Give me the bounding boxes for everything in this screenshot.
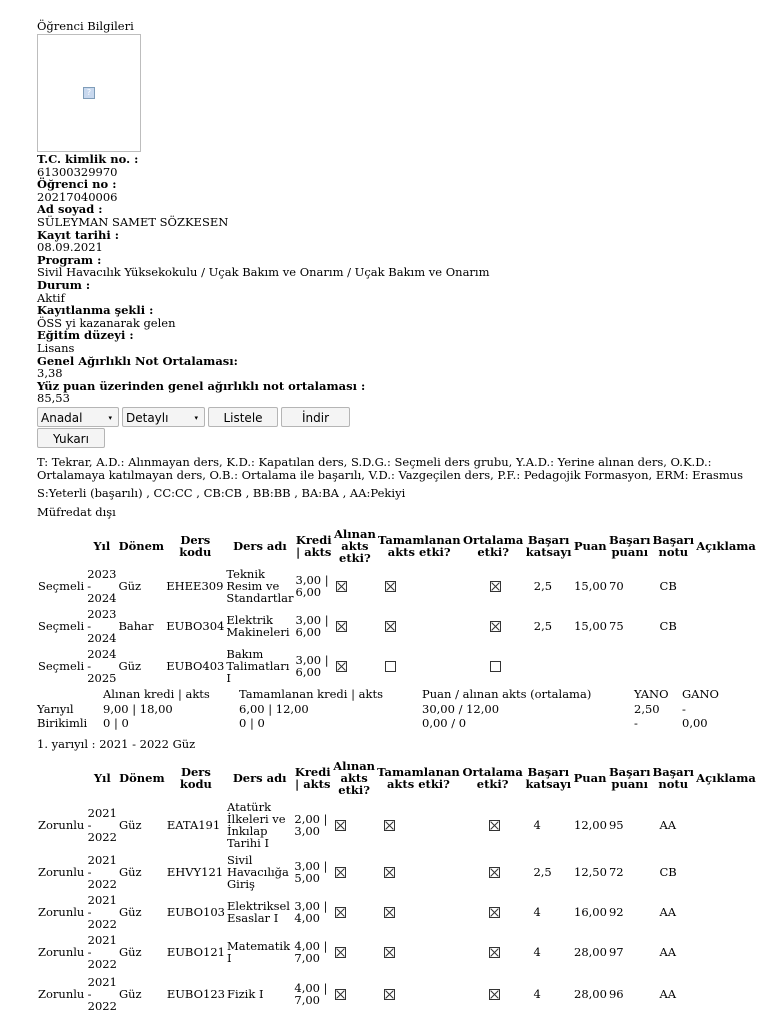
checkbox-cell bbox=[377, 566, 462, 606]
checked-box-icon bbox=[335, 907, 346, 918]
program-type-value: Anadal bbox=[41, 410, 83, 425]
column-header: Ortalama etki? bbox=[462, 765, 523, 791]
cell-coef: 4 bbox=[533, 818, 541, 832]
checkbox-cell bbox=[332, 932, 376, 972]
table-header bbox=[37, 526, 757, 566]
cell-code: EHVY121 bbox=[166, 865, 224, 879]
cell-term: Güz bbox=[118, 905, 142, 919]
checkbox-cell bbox=[461, 932, 525, 972]
checkbox-cell bbox=[332, 852, 376, 892]
cell-year: 2021 - 2022 bbox=[87, 975, 117, 1013]
summary-header: GANO bbox=[682, 687, 719, 701]
info-label: Program : bbox=[37, 252, 102, 267]
checked-box-icon bbox=[336, 661, 347, 672]
cell-type: Zorunlu bbox=[38, 945, 85, 959]
info-label: Durum : bbox=[37, 277, 91, 292]
info-label: Yüz puan üzerinden genel ağırlıklı not ortalaması : bbox=[37, 378, 366, 393]
cell-points bbox=[608, 646, 652, 686]
column-header: Kredi | akts bbox=[295, 533, 332, 559]
cell-score: 15,00 bbox=[574, 579, 608, 593]
info-value: Aktif bbox=[37, 290, 65, 305]
checkbox-cell bbox=[377, 606, 462, 646]
back-to-top-button[interactable]: Yukarı bbox=[37, 428, 105, 448]
cell-grade: CB bbox=[659, 865, 677, 879]
checkbox-cell bbox=[376, 892, 461, 932]
cell-year: 2021 - 2022 bbox=[87, 893, 117, 931]
table-row bbox=[37, 932, 757, 972]
column-header: Yıl bbox=[93, 771, 111, 785]
checkbox-cell bbox=[376, 852, 461, 892]
table-row bbox=[37, 852, 757, 892]
cell-grade: AA bbox=[659, 905, 677, 919]
cell-note bbox=[695, 566, 757, 606]
cell-year: 2023 - 2024 bbox=[87, 607, 117, 645]
checked-box-icon bbox=[489, 867, 500, 878]
column-header: Başarı katsayı bbox=[525, 533, 572, 559]
cell-credit: 3,00 | 6,00 bbox=[295, 653, 329, 679]
summary-value: 2,50 bbox=[634, 702, 660, 716]
column-header bbox=[37, 758, 87, 798]
column-header: Dönem bbox=[118, 539, 165, 553]
info-label: T.C. kimlik no. : bbox=[37, 152, 139, 166]
cell-points: 97 bbox=[608, 945, 624, 959]
cell-coef: 4 bbox=[533, 945, 541, 959]
info-value: Lisans bbox=[37, 340, 75, 355]
checkbox-cell bbox=[461, 972, 525, 1016]
cell-type: Zorunlu bbox=[38, 818, 85, 832]
cell-note bbox=[695, 892, 757, 932]
cell-coef: 2,5 bbox=[533, 619, 553, 633]
list-button[interactable]: Listele bbox=[208, 407, 278, 427]
cell-name: Elektrik Makineleri bbox=[226, 613, 290, 639]
info-value: ÖSS yi kazanarak gelen bbox=[37, 315, 176, 330]
cell-year: 2021 - 2022 bbox=[87, 933, 117, 971]
column-header: Başarı puanı bbox=[608, 765, 651, 791]
checkbox-cell bbox=[461, 798, 525, 852]
cell-code: EUBO121 bbox=[166, 945, 225, 959]
column-header bbox=[37, 526, 86, 566]
cell-name: Matematik I bbox=[226, 939, 291, 965]
column-header: Tamamlanan akts etki? bbox=[377, 765, 460, 791]
info-label: Genel Ağırlıklı Not Ortalaması: bbox=[37, 353, 238, 368]
checked-box-icon bbox=[489, 947, 500, 958]
cell-score: 16,00 bbox=[574, 905, 607, 919]
cell-note bbox=[695, 646, 757, 686]
cell-year: 2024 - 2025 bbox=[87, 647, 117, 685]
cell-score: 28,00 bbox=[574, 945, 607, 959]
cell-year: 2023 - 2024 bbox=[87, 567, 117, 605]
checked-box-icon bbox=[384, 820, 395, 831]
summary-header: YANO bbox=[634, 687, 669, 701]
grade-legend: S:Yeterli (başarılı) , CC:CC , CB:CB , BB:BB , BA:BA , AA:Pekiyi bbox=[37, 486, 406, 500]
checked-box-icon bbox=[335, 947, 346, 958]
column-header: Başarı katsayı bbox=[525, 765, 572, 791]
checked-box-icon bbox=[489, 907, 500, 918]
column-header: Dönem bbox=[119, 771, 165, 785]
broken-image-icon: ? bbox=[83, 87, 95, 99]
table-header bbox=[37, 758, 757, 798]
info-label: Ad soyad : bbox=[37, 202, 103, 217]
summary-value: 6,00 | 12,00 bbox=[239, 702, 309, 716]
empty-box-icon bbox=[490, 661, 501, 672]
courses-table-elective bbox=[37, 526, 757, 686]
checkbox-cell bbox=[333, 646, 377, 686]
checkbox-cell bbox=[462, 566, 525, 606]
cell-credit: 3,00 | 6,00 bbox=[295, 613, 329, 639]
summary-header: Puan / alınan akts (ortalama) bbox=[422, 687, 592, 701]
cell-type: Zorunlu bbox=[38, 987, 85, 1001]
summary-value: 0,00 bbox=[682, 716, 708, 730]
cell-term: Bahar bbox=[118, 619, 154, 633]
page-title: Öğrenci Bilgileri bbox=[37, 19, 134, 33]
info-value: 3,38 bbox=[37, 366, 63, 381]
checked-box-icon bbox=[335, 989, 346, 1000]
summary-value: - bbox=[634, 716, 638, 730]
student-photo bbox=[37, 34, 141, 152]
cell-term: Güz bbox=[118, 659, 142, 673]
cell-name: Sivil Havacılığa Giriş bbox=[226, 853, 289, 891]
abbreviation-legend: T: Tekrar, A.D.: Alınmayan ders, K.D.: Kapatılan ders, S.D.G.: Seçmeli ders grubu, Y.A.D.: Yerine alınan ders, O.K.D.: Ortalamaya katılmayan ders, O.B.: Ortalama ile başarılı, V.D.: Vazgeçilen ders, P.F.: Pedagojik Formasyon, ERM: Erasmus bbox=[37, 455, 744, 482]
cell-name: Bakım Talimatları I bbox=[226, 647, 290, 685]
section-title: 1. yarıyıl : 2021 - 2022 Güz bbox=[37, 737, 196, 751]
cell-type: Seçmeli bbox=[38, 579, 85, 593]
checked-box-icon bbox=[490, 581, 501, 592]
cell-credit: 4,00 | 7,00 bbox=[294, 939, 328, 965]
dropdown-arrow-icon: ▾ bbox=[108, 413, 112, 422]
info-label: Kayıtlanma şekli : bbox=[37, 303, 154, 318]
cell-name: Teknik Resim ve Standartlar bbox=[226, 567, 294, 605]
view-mode-value: Detaylı bbox=[126, 410, 169, 425]
cell-type: Seçmeli bbox=[38, 659, 85, 673]
cell-term: Güz bbox=[118, 579, 142, 593]
section-title: Müfredat dışı bbox=[37, 505, 116, 519]
summary-row-label: Yarıyıl bbox=[37, 702, 74, 716]
checkbox-cell bbox=[332, 892, 376, 932]
cell-coef bbox=[525, 646, 573, 686]
column-header: Başarı notu bbox=[652, 533, 695, 559]
cell-term: Güz bbox=[118, 987, 142, 1001]
cell-note bbox=[695, 972, 757, 1016]
cell-coef: 2,5 bbox=[533, 865, 552, 879]
info-value: 08.09.2021 bbox=[37, 240, 103, 255]
checkbox-cell bbox=[376, 972, 461, 1016]
dropdown-arrow-icon: ▾ bbox=[194, 413, 198, 422]
column-header: Açıklama bbox=[696, 539, 756, 553]
cell-type: Seçmeli bbox=[38, 619, 85, 633]
summary-header: Tamamlanan kredi | akts bbox=[239, 687, 384, 701]
column-header: Puan bbox=[573, 539, 607, 553]
cell-score: 12,50 bbox=[574, 865, 607, 879]
checked-box-icon bbox=[384, 907, 395, 918]
checkbox-cell bbox=[333, 606, 377, 646]
cell-grade: CB bbox=[659, 619, 677, 633]
cell-credit: 4,00 | 7,00 bbox=[294, 981, 328, 1007]
column-header: Alınan akts etki? bbox=[333, 759, 376, 797]
cell-year: 2021 - 2022 bbox=[87, 806, 117, 844]
courses-table-term-1 bbox=[37, 758, 757, 1016]
cell-note bbox=[695, 798, 757, 852]
cell-type: Zorunlu bbox=[38, 905, 85, 919]
cell-points: 92 bbox=[608, 905, 624, 919]
cell-credit: 3,00 | 5,00 bbox=[294, 859, 328, 885]
cell-points: 96 bbox=[608, 987, 624, 1001]
checkbox-cell bbox=[333, 566, 377, 606]
cell-code: EATA191 bbox=[166, 818, 221, 832]
cell-code: EUBO403 bbox=[166, 659, 225, 673]
table-row bbox=[37, 972, 757, 1016]
cell-credit: 3,00 | 6,00 bbox=[295, 573, 329, 599]
column-header: Puan bbox=[573, 771, 607, 785]
column-header: Ders kodu bbox=[179, 533, 212, 559]
table-row bbox=[37, 798, 757, 852]
cell-name: Atatürk İlkeleri ve İnkılap Tarihi I bbox=[226, 800, 286, 850]
summary-value: - bbox=[682, 702, 686, 716]
cell-credit: 2,00 | 3,00 bbox=[294, 812, 328, 838]
summary-value: 0 | 0 bbox=[103, 716, 129, 730]
cell-code: EUBO304 bbox=[166, 619, 225, 633]
student-info bbox=[37, 153, 757, 405]
checked-box-icon bbox=[384, 947, 395, 958]
column-header: Başarı puanı bbox=[609, 533, 651, 559]
checked-box-icon bbox=[385, 581, 396, 592]
summary-value: 0,00 / 0 bbox=[422, 716, 467, 730]
checkbox-cell bbox=[332, 798, 376, 852]
empty-box-icon bbox=[385, 661, 396, 672]
summary-row-label: Birikimli bbox=[37, 716, 88, 730]
cell-term: Güz bbox=[118, 945, 142, 959]
cell-points: 95 bbox=[608, 818, 624, 832]
cell-note bbox=[695, 852, 757, 892]
info-value: SÜLEYMAN SAMET SÖZKESEN bbox=[37, 214, 229, 229]
checkbox-cell bbox=[377, 646, 462, 686]
cell-type: Zorunlu bbox=[38, 865, 85, 879]
cell-name: Fizik I bbox=[226, 987, 264, 1001]
cell-score: 12,00 bbox=[574, 818, 607, 832]
checkbox-cell bbox=[376, 798, 461, 852]
info-value: 20217040006 bbox=[37, 189, 118, 204]
cell-note bbox=[695, 606, 757, 646]
program-type-select[interactable] bbox=[37, 407, 119, 427]
table-row bbox=[37, 892, 757, 932]
column-header: Ortalama etki? bbox=[463, 533, 524, 559]
cell-grade: AA bbox=[659, 987, 677, 1001]
checked-box-icon bbox=[489, 820, 500, 831]
cell-name: Elektriksel Esaslar I bbox=[226, 899, 290, 925]
checked-box-icon bbox=[384, 867, 395, 878]
checked-box-icon bbox=[489, 989, 500, 1000]
column-header: Yıl bbox=[93, 539, 111, 553]
cell-grade: AA bbox=[659, 818, 677, 832]
table-row bbox=[37, 606, 757, 646]
info-label: Öğrenci no : bbox=[37, 177, 117, 192]
cell-code: EUBO103 bbox=[166, 905, 225, 919]
column-header: Ders adı bbox=[232, 771, 287, 785]
cell-grade: CB bbox=[659, 579, 677, 593]
column-header: Ders adı bbox=[233, 539, 287, 553]
info-value: 61300329970 bbox=[37, 164, 118, 179]
info-value: 85,53 bbox=[37, 391, 70, 406]
cell-code: EHEE309 bbox=[166, 579, 224, 593]
checked-box-icon bbox=[336, 621, 347, 632]
section-summary bbox=[37, 687, 757, 732]
info-label: Kayıt tarihi : bbox=[37, 227, 119, 242]
checkbox-cell bbox=[462, 606, 525, 646]
toolbar bbox=[37, 407, 757, 429]
cell-grade bbox=[652, 646, 696, 686]
summary-value: 0 | 0 bbox=[239, 716, 265, 730]
cell-term: Güz bbox=[118, 818, 142, 832]
cell-score bbox=[573, 646, 609, 686]
cell-credit: 3,00 | 4,00 bbox=[294, 899, 328, 925]
cell-points: 75 bbox=[609, 619, 624, 633]
download-button[interactable]: İndir bbox=[281, 407, 350, 427]
checked-box-icon bbox=[385, 621, 396, 632]
cell-coef: 2,5 bbox=[533, 579, 553, 593]
column-header: Tamamlanan akts etki? bbox=[377, 533, 461, 559]
cell-points: 70 bbox=[609, 579, 624, 593]
cell-year: 2021 - 2022 bbox=[87, 853, 117, 891]
table-row bbox=[37, 566, 757, 606]
checked-box-icon bbox=[335, 820, 346, 831]
checked-box-icon bbox=[384, 989, 395, 1000]
summary-header: Alınan kredi | akts bbox=[103, 687, 210, 701]
checkbox-cell bbox=[376, 932, 461, 972]
cell-score: 15,00 bbox=[574, 619, 608, 633]
column-header: Açıklama bbox=[696, 771, 756, 785]
column-header: Ders kodu bbox=[179, 765, 212, 791]
summary-value: 9,00 | 18,00 bbox=[103, 702, 173, 716]
table-row bbox=[37, 646, 757, 686]
cell-points: 72 bbox=[608, 865, 624, 879]
view-mode-select[interactable] bbox=[122, 407, 205, 427]
cell-code: EUBO123 bbox=[166, 987, 225, 1001]
column-header: Kredi | akts bbox=[294, 765, 331, 791]
cell-coef: 4 bbox=[533, 987, 541, 1001]
checkbox-cell bbox=[461, 852, 525, 892]
checkbox-cell bbox=[461, 892, 525, 932]
column-header: Alınan akts etki? bbox=[333, 527, 376, 565]
checkbox-cell bbox=[332, 972, 376, 1016]
cell-score: 28,00 bbox=[574, 987, 607, 1001]
info-label: Eğitim düzeyi : bbox=[37, 328, 134, 343]
column-header: Başarı notu bbox=[652, 765, 695, 791]
cell-note bbox=[695, 932, 757, 972]
info-value: Sivil Havacılık Yüksekokulu / Uçak Bakım ve Onarım / Uçak Bakım ve Onarım bbox=[37, 265, 490, 280]
cell-coef: 4 bbox=[533, 905, 541, 919]
checked-box-icon bbox=[490, 621, 501, 632]
cell-term: Güz bbox=[118, 865, 142, 879]
checked-box-icon bbox=[335, 867, 346, 878]
summary-value: 30,00 / 12,00 bbox=[422, 702, 500, 716]
checked-box-icon bbox=[336, 581, 347, 592]
checkbox-cell bbox=[462, 646, 525, 686]
cell-grade: AA bbox=[659, 945, 677, 959]
